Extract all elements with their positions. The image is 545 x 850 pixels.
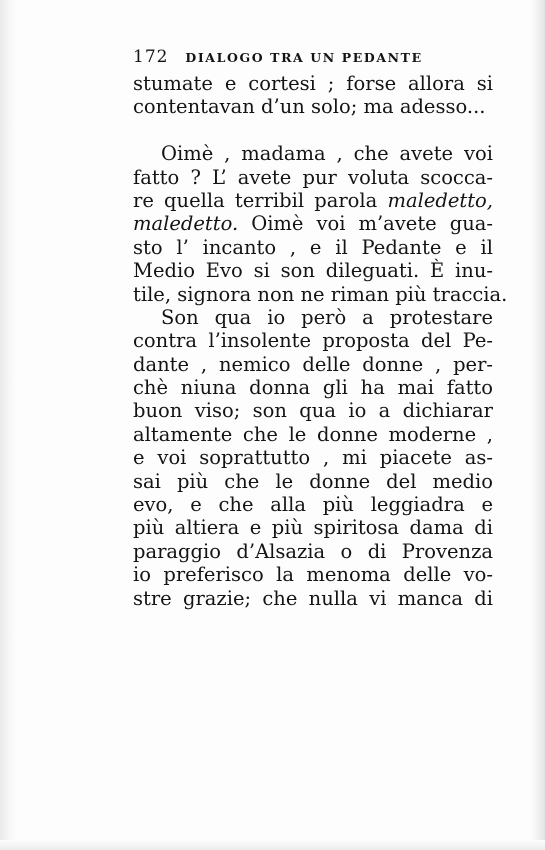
text-line — [133, 259, 493, 282]
page-right-edge — [531, 0, 545, 850]
text-line — [133, 516, 493, 539]
page-left-edge — [0, 0, 16, 850]
text-run: contentavan d’un solo; ma adesso... — [133, 95, 486, 119]
text-line — [133, 282, 508, 306]
italic-run: maledetto, — [387, 188, 493, 212]
text-line — [133, 423, 493, 446]
page-header — [133, 47, 493, 68]
text-run: Oimè voi m’avete gua- — [238, 212, 493, 236]
text-line — [133, 236, 493, 259]
running-head: DIALOGO TRA UN PEDANTE — [185, 50, 423, 65]
text-run: sai più che le donne del medio — [133, 469, 493, 493]
text-run: altamente che le donne moderne , — [133, 422, 493, 446]
text-run: Medio Evo si son dileguati. È inu- — [133, 259, 493, 283]
paragraph-break — [133, 119, 493, 142]
text-run: tile, signora non ne riman più traccia. — [133, 282, 508, 306]
text-line — [133, 95, 493, 118]
text-run: contra l’insolente proposta del Pe- — [133, 329, 493, 353]
page-number: 172 — [133, 47, 169, 67]
italic-run: maledetto. — [133, 212, 239, 236]
text-run: re quella terribil parola — [133, 188, 388, 212]
text-run: io preferisco la menoma delle vo- — [133, 563, 493, 587]
text-line — [133, 189, 493, 212]
text-line — [133, 353, 493, 376]
text-line — [133, 166, 493, 189]
text-run: dante , nemico delle donne , per- — [133, 352, 493, 376]
text-line — [133, 72, 493, 95]
page-bottom-edge — [0, 840, 545, 850]
text-line — [133, 142, 493, 165]
text-run: Son qua io però a protestare — [161, 305, 493, 329]
text-line — [133, 587, 493, 610]
text-line — [133, 376, 493, 399]
text-run: sto l’ incanto , e il Pedante e il — [133, 235, 493, 259]
text-line — [133, 540, 493, 563]
body-text — [133, 72, 508, 610]
text-run: evo, e che alla più leggiadra e — [133, 493, 493, 517]
text-run: chè niuna donna gli ha mai fatto — [133, 376, 493, 400]
text-line — [133, 399, 493, 422]
text-run: Oimè , madama , che avete voi — [161, 142, 493, 166]
text-run: paraggio d’Alsazia o di Provenza — [133, 539, 493, 563]
text-run: stumate e cortesi ; forse allora si — [133, 72, 493, 95]
text-run: stre grazie; che nulla vi manca di — [133, 586, 493, 610]
text-line — [133, 470, 493, 493]
text-run: più altiera e più spiritosa dama di — [133, 516, 493, 540]
text-line — [133, 329, 493, 352]
text-line — [133, 212, 493, 235]
text-line — [133, 563, 493, 586]
text-line — [133, 446, 493, 469]
text-line — [133, 493, 493, 516]
text-run: fatto ? L’ avete pur voluta scocca- — [133, 165, 493, 189]
text-run: e voi soprattutto , mi piacete as- — [133, 446, 493, 470]
text-run: buon viso; son qua io a dichiarar — [133, 399, 493, 423]
text-line — [133, 306, 493, 329]
